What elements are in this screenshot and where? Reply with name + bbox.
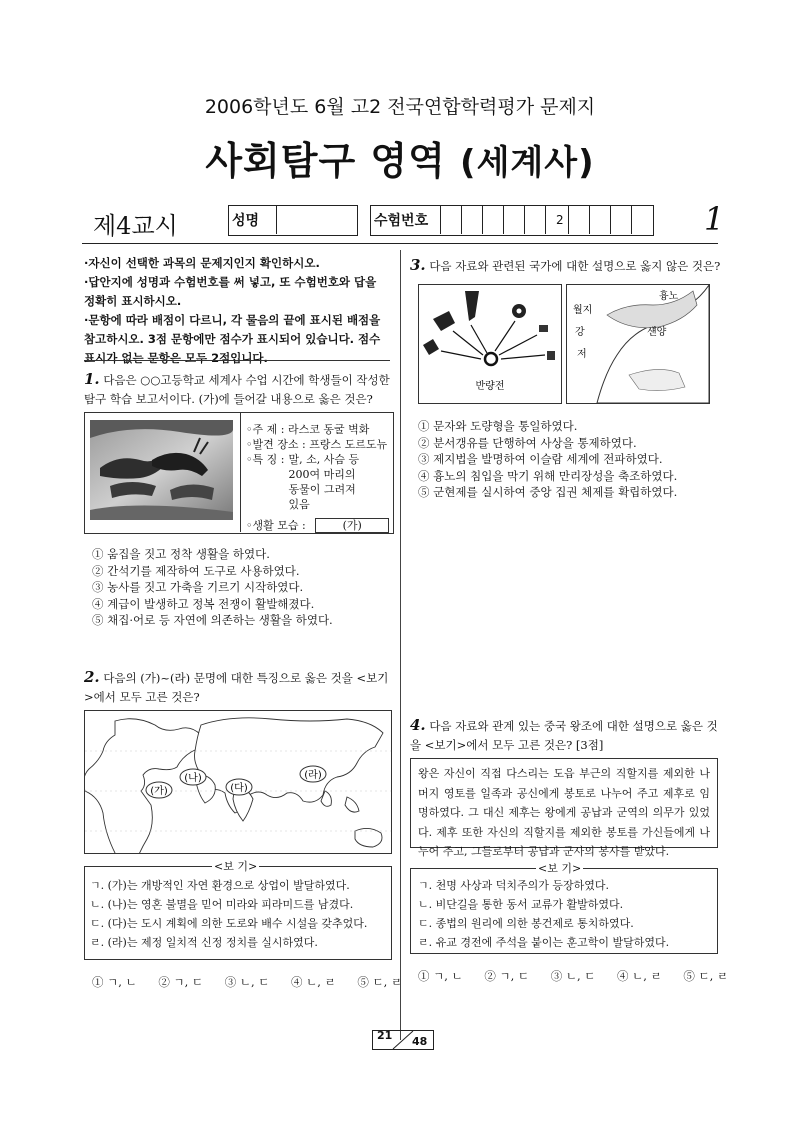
question-number: 3. bbox=[410, 256, 426, 274]
option[interactable]: ② 분서갱유를 단행하여 사상을 통제하였다. bbox=[418, 435, 637, 450]
map-label-ra: (라) bbox=[304, 770, 322, 781]
answer-choice[interactable]: ⑤ ㄷ, ㄹ bbox=[357, 975, 403, 989]
option[interactable]: ③ 제지법을 발명하여 이슬람 세계에 전파하였다. bbox=[418, 452, 663, 466]
answer-choice[interactable]: ① ㄱ, ㄴ bbox=[92, 975, 137, 989]
instruction-item: ·문항에 따라 배점이 다르니, 각 물음의 끝에 표시된 배점을 참고하시오. 3점 문항에만 점수가 표시되어 있습니다. 점수 표시가 없는 문항은 모두 2점입니다. bbox=[84, 313, 381, 365]
question-1 bbox=[84, 370, 394, 409]
page-counter-total: 48 bbox=[412, 1035, 428, 1048]
answer-choice[interactable]: ④ ㄴ, ㄹ bbox=[291, 975, 336, 989]
info-label: ◦주 제 : bbox=[246, 423, 285, 436]
bogi-item: ㄱ. (가)는 개방적인 자연 환경으로 상업이 발달하였다. bbox=[90, 879, 350, 892]
instruction-item: ·자신이 선택한 과목의 문제지인지 확인하시오. bbox=[84, 256, 320, 270]
answer-choice[interactable]: ③ ㄴ, ㄷ bbox=[224, 975, 270, 989]
coin-label: 반량전 bbox=[475, 381, 505, 392]
report-info bbox=[246, 422, 391, 533]
answer-choice[interactable]: ① ㄱ, ㄴ bbox=[418, 969, 463, 983]
option[interactable]: ② 간석기를 제작하여 도구로 사용하였다. bbox=[92, 563, 300, 578]
column-divider bbox=[400, 250, 401, 1040]
map-label-di: 저 bbox=[577, 349, 587, 360]
map-label-xiongnu: 흉노 bbox=[659, 291, 679, 302]
question-4 bbox=[410, 716, 720, 755]
map-label-na: (나) bbox=[184, 773, 202, 784]
question-text: 다음 자료와 관계 있는 중국 왕조에 대한 설명으로 옳은 것을 <보기>에서 모두 고른 것은? [3점] bbox=[410, 719, 718, 752]
title-subject: (세계사) bbox=[460, 143, 595, 183]
page-number: 1 bbox=[704, 200, 725, 238]
exam-subtitle: 2006학년도 6월 고2 전국연합학력평가 문제지 bbox=[204, 96, 596, 118]
question-3 bbox=[410, 256, 720, 276]
q2-answers bbox=[92, 974, 420, 990]
info-value: 말, 소, 사슴 등 200여 마리의 동물이 그려져 있음 bbox=[288, 453, 360, 511]
report-box-divider bbox=[240, 412, 241, 532]
option[interactable]: ④ 계급이 발생하고 정복 전쟁이 활발해졌다. bbox=[92, 596, 315, 611]
instructions-rule bbox=[84, 360, 390, 361]
bogi-item: ㄱ. 천명 사상과 덕치주의가 등장하였다. bbox=[418, 879, 609, 892]
exam-number-label: 수험번호 bbox=[374, 213, 429, 229]
option[interactable]: ① 움집을 짓고 정착 생활을 하였다. bbox=[92, 547, 270, 561]
question-text: 다음의 (가)~(라) 문명에 대한 특징으로 옳은 것을 <보기>에서 모두 고른 것은? bbox=[84, 671, 389, 704]
info-label: ◦발견 장소 : bbox=[246, 438, 306, 451]
bogi-title: <보 기> bbox=[538, 862, 582, 875]
exam-number-digit: 2 bbox=[556, 213, 564, 227]
page-counter-current: 21 bbox=[377, 1029, 393, 1042]
name-label: 성명 bbox=[232, 213, 260, 229]
bogi-item: ㄴ. (나)는 영혼 불멸을 믿어 미라와 피라미드를 남겼다. bbox=[90, 898, 354, 911]
q4-answers bbox=[418, 968, 746, 984]
info-value: 프랑스 도르도뉴 bbox=[309, 438, 388, 451]
bogi-item: ㄷ. 종법의 원리에 의한 봉건제로 통치하였다. bbox=[418, 917, 634, 930]
title-main: 사회탐구 영역 bbox=[205, 139, 446, 183]
bogi-item: ㄹ. 유교 경전에 주석을 붙이는 훈고학이 발달하였다. bbox=[418, 936, 670, 949]
period-label: 제4교시 bbox=[93, 212, 178, 240]
map-label-yuezhi: 월지 bbox=[573, 305, 593, 316]
cave-painting-image bbox=[90, 420, 233, 520]
option[interactable]: ① 문자와 도량형을 통일하였다. bbox=[418, 419, 578, 433]
name-field[interactable] bbox=[277, 206, 355, 233]
answer-choice[interactable]: ③ ㄴ, ㄷ bbox=[550, 969, 596, 983]
option[interactable]: ⑤ 채집·어로 등 자연에 의존하는 생활을 하였다. bbox=[92, 613, 333, 627]
bogi-item: ㄷ. (다)는 도시 계획에 의한 도로와 배수 시설을 갖추었다. bbox=[90, 917, 368, 930]
q3-options bbox=[418, 418, 677, 501]
answer-choice[interactable]: ④ ㄴ, ㄹ bbox=[617, 969, 662, 983]
question-text: 다음 자료와 관련된 국가에 대한 설명으로 옳지 않은 것은? bbox=[429, 259, 721, 273]
coin-figure bbox=[418, 284, 562, 404]
answer-choice[interactable]: ② ㄱ, ㄷ bbox=[484, 969, 530, 983]
world-map bbox=[84, 710, 392, 854]
question-number: 1. bbox=[84, 370, 100, 388]
bogi-item: ㄴ. 비단길을 통한 동서 교류가 활발하였다. bbox=[418, 898, 624, 911]
blank-ga: (가) bbox=[315, 518, 389, 533]
info-label: ◦생활 모습 : bbox=[246, 519, 306, 532]
question-text: 다음은 ○○고등학교 세계사 수업 시간에 학생들이 작성한 탐구 학습 보고서이다. (가)에 들어갈 내용으로 옳은 것은? bbox=[84, 373, 390, 406]
bogi-title: <보 기> bbox=[214, 860, 258, 873]
info-value: 라스코 동굴 벽화 bbox=[287, 423, 370, 436]
option[interactable]: ④ 흉노의 침입을 막기 위해 만리장성을 축조하였다. bbox=[418, 468, 678, 483]
passage-text: 왕은 자신이 직접 다스리는 도읍 부근의 직할지를 제외한 나머지 영토를 일족과 공신에게 봉토로 나누어 주고 제후로 임명하였다. 그 대신 제후는 왕에게 공납과 군역의 의무가 있었다. 제후 또한 자신의 직할지를 제외한 봉토를 가신들에게 나누어 주고, 그들로부터 공납과 군사의 봉사를 받았다. bbox=[418, 767, 710, 858]
answer-choice[interactable]: ② ㄱ, ㄷ bbox=[158, 975, 204, 989]
exam-number-field[interactable] bbox=[441, 206, 651, 233]
q1-options bbox=[92, 546, 333, 629]
bogi-list-q4 bbox=[418, 876, 669, 952]
bogi-item: ㄹ. (라)는 제정 일치적 신정 정치를 실시하였다. bbox=[90, 936, 318, 949]
map-label-xianyang: 섄양 bbox=[647, 327, 667, 338]
instructions bbox=[84, 254, 390, 368]
question-number: 2. bbox=[84, 668, 100, 686]
exam-title bbox=[0, 130, 800, 185]
map-label-da: (다) bbox=[230, 783, 248, 794]
question-number: 4. bbox=[410, 716, 426, 734]
header-rule bbox=[82, 243, 718, 244]
instruction-item: ·답안지에 성명과 수험번호를 써 넣고, 또 수험번호와 답을 정확히 표시하시오. bbox=[84, 275, 377, 308]
china-map bbox=[566, 284, 710, 404]
map-label-qiang: 강 bbox=[575, 327, 585, 338]
bogi-list-q2 bbox=[90, 876, 367, 952]
option[interactable]: ③ 농사를 짓고 가축을 기르기 시작하였다. bbox=[92, 580, 304, 594]
answer-choice[interactable]: ⑤ ㄷ, ㄹ bbox=[683, 969, 729, 983]
map-label-ga: (가) bbox=[150, 786, 168, 797]
info-label: ◦특 징 : bbox=[246, 453, 285, 466]
option[interactable]: ⑤ 군현제를 실시하여 중앙 집권 체제를 확립하였다. bbox=[418, 485, 678, 499]
question-2 bbox=[84, 668, 394, 707]
